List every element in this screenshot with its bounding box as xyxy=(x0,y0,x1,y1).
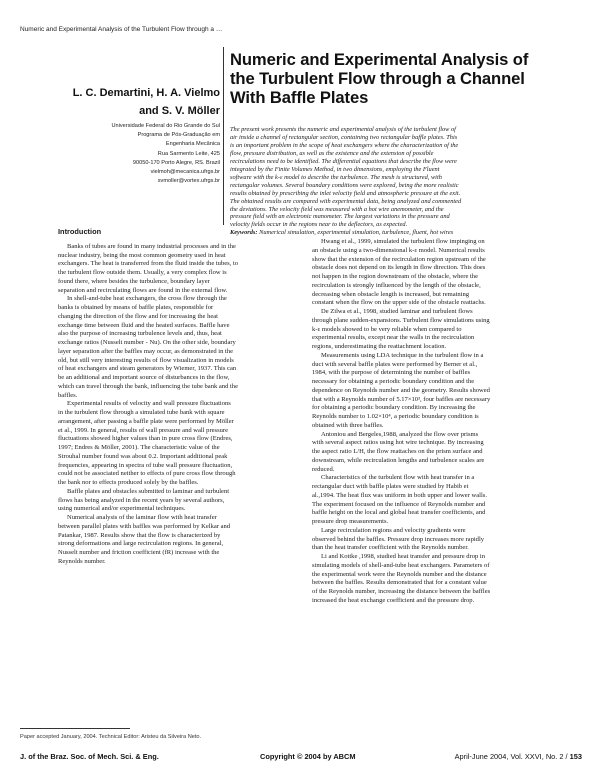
footnote: Paper accepted January, 2004. Technical Editor: Aristeu da Silveira Neto. xyxy=(20,734,202,740)
text-line: The experiment focused on the influence of Reynolds number and xyxy=(312,500,486,508)
text-line: using numerical and/or experimental techniques. xyxy=(58,505,186,513)
abstract-line: rectangular volumes. Several boundary conditions were explored, being the more realistic xyxy=(230,181,459,189)
text-line: of heat exchangers and steam generators by Wiemer, 1937. This can xyxy=(58,365,237,373)
text-line: also the purpose of increasing turbulence levels and, thus, heat xyxy=(58,330,222,338)
text-line: could not be associated neither to effects of pure cross flow through xyxy=(58,470,236,478)
affiliation xyxy=(40,122,220,186)
text-line: 1984, with the purpose of determining the number of baffles xyxy=(312,369,471,377)
text-line: exchange ratios (Nusselt number - Nu). On the other side, boundary xyxy=(58,339,236,346)
text-line: an obstacle using a two-dimensional k-ε model. Numerical results xyxy=(312,246,485,254)
text-line: al.,1994. The heat flux was uniform in both upper and lower walls. xyxy=(312,491,487,499)
text-line: through plane sudden-expansions. Turbulent flow simulations using xyxy=(312,316,490,324)
text-line: constant when the flow on the upper side of the obstacle reattachs. xyxy=(312,299,486,307)
text-line: exchangers. The heat is transferred from the fluid inside the tubes, to xyxy=(58,260,239,268)
text-line: be an additional and important source of disturbances in the flow, xyxy=(58,374,230,381)
text-line: between the baffles. Results demonstrated that for a constant value xyxy=(312,579,487,587)
affiliation-line: Engenharia Mecânica xyxy=(165,141,220,148)
text-line: In shell-and-tube heat exchangers, the cross flow through the xyxy=(67,295,227,303)
text-line: Measurements using LDA technique in the turbulent flow in a xyxy=(321,351,484,359)
affiliation-line: Programa de Pós-Graduação em xyxy=(137,132,220,139)
keywords-label: Keywords: xyxy=(230,229,258,237)
text-line: that with a Reynolds number of 5.17×10³, four baffles are necessary xyxy=(312,395,491,403)
text-line: Characteristics of the turbulent flow with heat transfer in a xyxy=(321,474,475,482)
abstract-line: The obtained results are compared with experimental data, being analyzed and commented xyxy=(230,197,462,205)
affiliation-line: 90050-170 Porto Alegre, RS. Brazil xyxy=(132,159,220,166)
email-moller[interactable]: svmoller@vortex.ufrgs.br xyxy=(157,178,220,185)
text-line: dependence on Reynolds number and the geometry. Results showed xyxy=(312,386,490,394)
abstract-line: recirculations need to be identified. The differential equations that describe the flow were xyxy=(230,157,457,165)
abstract-line: The present work presents the numeric and experimental analysis of the turbulent flow of xyxy=(230,126,456,133)
text-line: old, but still very interesting results of flow visualization in models xyxy=(58,356,234,364)
text-line: regions, underestimating the reattachment location. xyxy=(312,343,447,350)
title-line: With Baffle Plates xyxy=(230,88,369,107)
footer-copyright: Copyright © 2004 by ABCM xyxy=(260,752,356,761)
running-header: Numeric and Experimental Analysis of the Turbulent Flow through a … xyxy=(20,26,223,33)
text-line: the bank nor to effects produced solely by the baffles. xyxy=(58,479,199,486)
abstract-line: results obtained by prescribing the inlet velocity field and atmospheric pressure at the exit. xyxy=(230,189,461,197)
text-line: changing the direction of the flow and for increasing the heat xyxy=(58,312,218,320)
authors-line-1: L. C. Demartini, H. A. Vielmo xyxy=(72,87,220,99)
text-line: separation and recirculating flows are found in the external flow. xyxy=(58,286,228,294)
text-line: Nusselt number and friction coefficient (fR) increase with the xyxy=(58,549,220,556)
text-line: Reynolds number. xyxy=(58,557,106,565)
abstract-line: velocity fields occur in the regions near to the deflectors, as expected. xyxy=(230,221,408,229)
text-line: necessary for obtaining a periodic boundary condition and the xyxy=(312,378,475,385)
text-line: Li and Kottke ,1998, studied heat transfer and pressure drop in xyxy=(321,553,485,560)
text-line: baffles. xyxy=(58,391,78,399)
text-line: downstream, while recirculation lengths and turbulence scales are xyxy=(312,456,485,464)
text-line: increased the heat exchange coefficient and the pressure drop. xyxy=(312,596,475,604)
text-line: obtained with three baffles. xyxy=(312,421,384,429)
text-line: experimental results, except near the walls in the recirculation xyxy=(312,334,475,342)
text-line: of the Reynolds number, increasing the distance between the baffles xyxy=(312,588,491,595)
title-line: Numeric and Experimental Analysis of xyxy=(230,50,529,69)
text-line: Reynolds number to 1.02×10⁴, a periodic boundary condition is xyxy=(312,413,479,420)
footer-journal: J. of the Braz. Soc. of Mech. Sci. & Eng. xyxy=(20,752,159,761)
text-line: fluctuations showed higher values than in pure cross flow (Endres, xyxy=(58,435,233,443)
authors-block xyxy=(40,84,220,186)
keywords-text: Numerical simulation, experimental simulation, turbulence, fluent, hot wires xyxy=(257,229,454,237)
text-line: with several aspect ratios using hot wire technique. By increasing xyxy=(312,439,484,447)
text-line: pressure drop measurements. xyxy=(312,518,389,525)
text-line: duct with several baffle plates were performed by Berner et al., xyxy=(312,360,478,368)
text-line: the aspect ratio L/H, the flow reattaches on the prism surface and xyxy=(312,448,483,455)
abstract-line: pressure field with an electronic manometer. The largest variations in the pressure and xyxy=(230,213,450,221)
text-line: 1997; Endres & Möller, 2001). The characteristic value of the xyxy=(58,444,220,451)
authors-line-2: and S. V. Möller xyxy=(139,105,220,117)
text-line: the experimental work were the Reynolds number and the distance xyxy=(312,570,487,578)
introduction-heading: Introduction xyxy=(58,227,102,236)
text-line: Banks of tubes are found in many industrial processes and in the xyxy=(67,242,236,250)
right-column xyxy=(312,238,582,606)
text-line: Numerical analysis of the laminar flow with heat transfer xyxy=(67,514,217,521)
abstract-line: the deviations. The velocity field was measured with a hot wire anemometer, and the xyxy=(230,205,444,213)
text-line: simulating models of shell-and-tube heat exchangers. Parameters of xyxy=(312,561,490,569)
text-line: exchange time between fluid and the heated surfaces. Baffle have xyxy=(58,321,230,329)
text-line: et al., 1999. In general, results of wall pressure and wall pressure xyxy=(58,426,228,434)
text-line: Baffle plates and obstacles submitted to laminar and turbulent xyxy=(67,487,230,495)
text-line: k-ε models showed to be very reliable when compared to xyxy=(312,325,462,333)
text-line: not happen in the region downstream of the obstacle, where the xyxy=(312,273,478,280)
left-column xyxy=(58,226,316,567)
affiliation-line: Universidade Federal do Rio Grande do Sul xyxy=(111,123,220,129)
text-line: flows has being analyzed in the recent years by several authors, xyxy=(58,496,225,504)
text-line: Experimental results of velocity and wall pressure fluctuations xyxy=(67,400,231,408)
left-column-text xyxy=(58,243,316,567)
abstract-line: flow, pressure distribution, as well as the existence and the extension of possible xyxy=(230,149,434,157)
text-line: observed behind the baffles. Pressure drop increases more rapidly xyxy=(312,535,485,543)
text-line: arrangement, after passing a baffle plate were performed by Möller xyxy=(58,417,234,425)
footnote-rule xyxy=(20,728,130,729)
text-line: frequencies, appearing in spectra of tube wall pressure fluctuation, xyxy=(58,461,233,469)
right-column-text xyxy=(312,238,582,606)
abstract-line: is an important problem in the scope of heat exchangers where the characterization of the xyxy=(230,141,459,149)
text-line: than the heat transfer coefficient with the Reynolds number. xyxy=(312,544,469,552)
text-line: between parallel plates with baffles was performed by Kelkar and xyxy=(58,522,231,530)
page-footer xyxy=(20,752,582,764)
text-line: De Zilwa et al., 1998, studied laminar and turbulent flows xyxy=(321,308,473,315)
abstract-line: integrated by the Finite Volumes Method, in two dimensions, employing the Fluent xyxy=(230,165,440,173)
text-line: obstacle does not depend on its length in flow direction. This does xyxy=(312,264,486,272)
text-line: for obtaining a periodic boundary condition. By increasing the xyxy=(312,404,476,412)
footer-issue xyxy=(455,752,582,761)
text-line: layer separation after the baffles may occur, as demonstrated in the xyxy=(58,347,234,355)
text-line: nuclear industry, being the most common geometry used in heat xyxy=(58,251,226,259)
title-line: the Turbulent Flow through a Channel xyxy=(230,69,525,88)
text-line: Antoniou and Bergeles,1988, analyzed the flow over prisms xyxy=(321,430,479,438)
affiliation-line: Rua Sarmento Leite, 425 xyxy=(157,150,220,157)
text-line: the turbulent flow outside them. Usually, a very complex flow is xyxy=(58,269,227,276)
text-line: Large recirculation regions and velocity gradients were xyxy=(321,526,466,534)
text-line: Hwang et al., 1999, simulated the turbulent flow impinging on xyxy=(321,238,485,245)
text-line: which can travel through the bank, influencing the tube bank and the xyxy=(58,382,238,390)
text-line: banks is obtained by means of baffle plates, responsible for xyxy=(58,304,214,311)
paper-title xyxy=(230,50,590,107)
footer-issue-text: April-June 2004, Vol. XXVI, No. 2 / xyxy=(454,752,570,761)
text-line: decreasing when obstacle length is increased, but remaining xyxy=(312,290,470,298)
text-line: Patankar, 1987. Results show that the flow is characterized by xyxy=(58,531,221,539)
page-number: 153 xyxy=(569,752,582,761)
abstract-lines xyxy=(230,126,588,229)
text-line: baffle height on the local and global heat transfer coefficients, and xyxy=(312,509,486,517)
text-line: strong deformations and large recirculation regions. In general, xyxy=(58,540,224,548)
text-line: reduced. xyxy=(312,465,335,473)
text-line: show that the extension of the recirculation region upstream of the xyxy=(312,255,486,263)
text-line: Strouhal number found was about 0.2. Important additional peak xyxy=(58,452,228,460)
abstract xyxy=(230,126,588,237)
abstract-line: software with the k-ε model to describe the turbulence. The mesh is structured, with xyxy=(230,173,442,181)
text-line: recirculation is strongly influenced by the length of the obstacle, xyxy=(312,281,481,289)
text-line: in the turbulent flow through a simulated tube bank with square xyxy=(58,409,225,416)
text-line: found there, where besides the turbulence, boundary layer xyxy=(58,277,210,285)
abstract-line: air inside a channel of rectangular section, containing two rectangular baffle plates. This xyxy=(230,133,458,141)
divider-rule xyxy=(223,47,224,225)
email-vielmo[interactable]: vielmoh@mecanica.ufrgs.br xyxy=(150,169,220,176)
text-line: rectangular duct with baffle plates were studied by Habib et xyxy=(312,483,469,490)
